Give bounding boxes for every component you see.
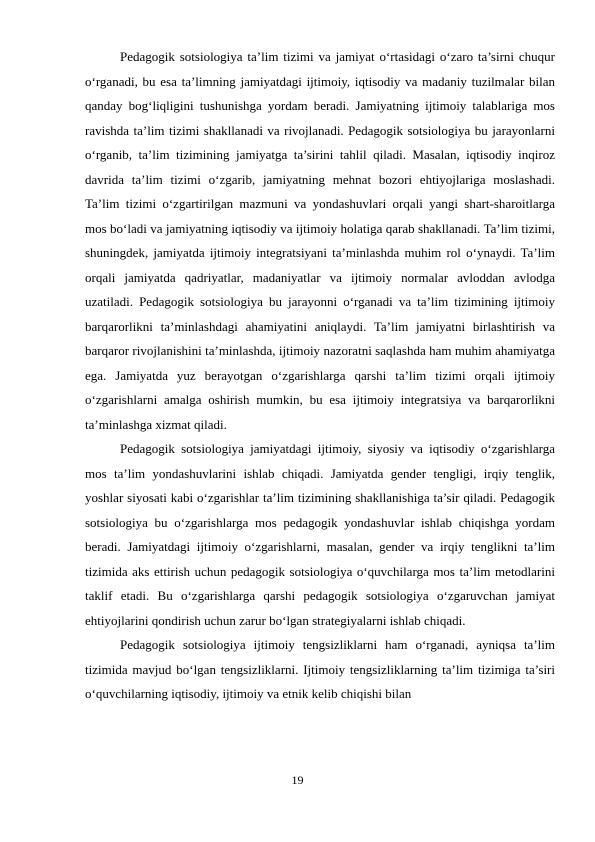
paragraph-2: Pedagogik sotsiologiya jamiyatdagi ijtimoiy, siyosiy va iqtisodiy o‘zgarishlarga mos ta’lim yondashuvlarini ishlab chiqadi. Jamiyatda gender tengligi, irqiy tenglik, yoshlar siyosati kabi o‘zgarishlar ta’lim tizimining shakllanishiga ta’sir qiladi. Pedagogik sotsiologiya bu o‘zgarishlarga mos pedagogik yondashuvlar ishlab chiqishga yordam beradi. Jamiyatdagi ijtimoiy o‘zgarishlarni, masalan, gender va irqiy tenglikni ta’lim tizimida aks ettirish uchun pedagogik sotsiologiya o‘quvchilarga mos ta’lim metodlarini taklif etadi. Bu o‘zgarishlarga qarshi pedagogik sotsiologiya o‘zgaruvchan jamiyat ehtiyojlarini qondirish uchun zarur bo‘lgan strategiyalarni ishlab chiqadi.: [85, 441, 555, 628]
document-body: [85, 45, 555, 707]
paragraph-1: Pedagogik sotsiologiya ta’lim tizimi va jamiyat o‘rtasidagi o‘zaro ta’sirni chuqur o‘rganadi, bu esa ta’limning jamiyatdagi ijtimoiy, iqtisodiy va madaniy tuzilmalar bilan qanday bog‘liqligini tushunishga yordam beradi. Jamiyatning ijtimoiy talablariga mos ravishda ta’lim tizimi shakllanadi va rivojlanadi. Pedagogik sotsiologiya bu jarayonlarni o‘rganib, ta’lim tizimining jamiyatga ta’sirini tahlil qiladi. Masalan, iqtisodiy inqiroz davrida ta’lim tizimi o‘zgarib, jamiyatning mehnat bozori ehtiyojlariga moslashadi. Ta’lim tizimi o‘zgartirilgan mazmuni va yondashuvlari orqali yangi shart-sharoitlarga mos bo‘ladi va jamiyatning iqtisodiy va ijtimoiy holatiga qarab shakllanadi. Ta’lim tizimi, shuningdek, jamiyatda ijtimoiy integratsiyani ta’minlashda muhim rol o‘ynaydi. Ta’lim orqali jamiyatda qadriyatlar, madaniyatlar va ijtimoiy normalar avloddan avlodga uzatiladi. Pedagogik sotsiologiya bu jarayonni o‘rganadi va ta’lim tizimining ijtimoiy barqarorlikni ta’minlashdagi ahamiyatini aniqlaydi. Ta’lim jamiyatni birlashtirish va barqaror rivojlanishini ta’minlashda, ijtimoiy nazoratni saqlashda ham muhim ahamiyatga ega. Jamiyatda yuz berayotgan o‘zgarishlarga qarshi ta’lim tizimi orqali ijtimoiy o‘zgarishlarni amalga oshirish mumkin, bu esa ijtimoiy integratsiya va barqarorlikni ta’minlashga xizmat qiladi.: [85, 49, 555, 432]
paragraph-3: Pedagogik sotsiologiya ijtimoiy tengsizliklarni ham o‘rganadi, ayniqsa ta’lim tizimida mavjud bo‘lgan tengsizliklarni. Ijtimoiy tengsizliklarning ta’lim tizimiga ta’siri o‘quvchilarning iqtisodiy, ijtimoiy va etnik kelib chiqishi bilan: [85, 637, 555, 701]
page-number: 19: [291, 773, 304, 787]
